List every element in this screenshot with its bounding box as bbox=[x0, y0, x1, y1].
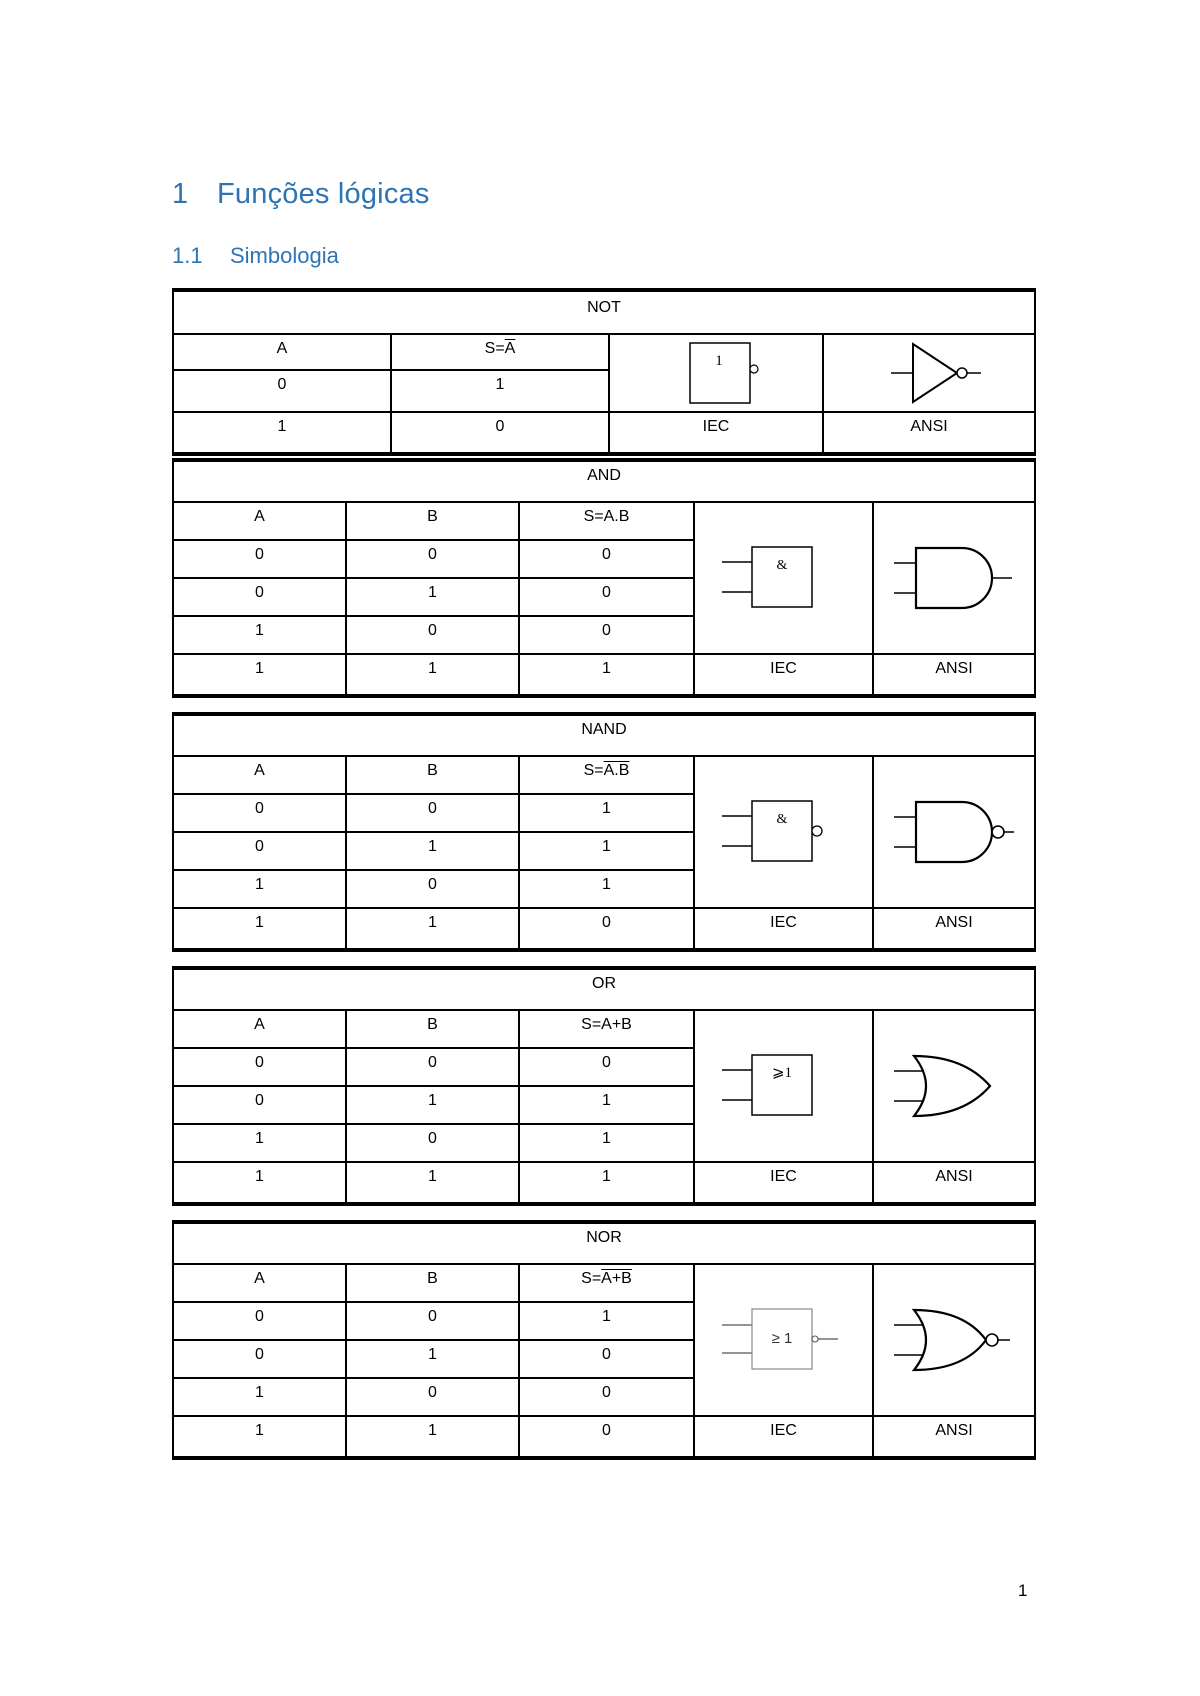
nand-iec-gate-icon bbox=[696, 757, 872, 907]
not-table bbox=[172, 288, 1036, 456]
or-iec-label: IEC bbox=[694, 1162, 873, 1204]
nor-row-4-a: 1 bbox=[173, 1416, 346, 1458]
and-iec-gate-icon bbox=[696, 503, 872, 653]
and-row-4-b: 1 bbox=[346, 654, 519, 696]
heading-1-title: Funções lógicas bbox=[217, 178, 430, 210]
and-row-3-b: 0 bbox=[346, 616, 519, 654]
nor-row-1-s: 1 bbox=[519, 1302, 694, 1340]
not-ansi-symbol bbox=[823, 334, 1035, 412]
nand-ansi-label: ANSI bbox=[873, 908, 1035, 950]
nor-header-b: B bbox=[346, 1264, 519, 1302]
nor-header-s-prefix: S= bbox=[581, 1270, 602, 1287]
or-row-2-a: 0 bbox=[173, 1086, 346, 1124]
not-row-1-a: 0 bbox=[173, 370, 391, 412]
nand-header-b: B bbox=[346, 756, 519, 794]
page-number: 1 bbox=[1018, 1581, 1028, 1600]
nand-ansi-gate-icon bbox=[874, 757, 1034, 907]
nor-header-s-expr: A+B bbox=[601, 1270, 632, 1287]
nand-row-2-a: 0 bbox=[173, 832, 346, 870]
or-ansi-symbol bbox=[873, 1010, 1035, 1162]
and-iec-text: & bbox=[776, 558, 787, 573]
nand-iec-label: IEC bbox=[694, 908, 873, 950]
or-row-4-b: 1 bbox=[346, 1162, 519, 1204]
nor-row-1-a: 0 bbox=[173, 1302, 346, 1340]
and-table bbox=[172, 458, 1036, 698]
or-row-4-a: 1 bbox=[173, 1162, 346, 1204]
nor-header-s bbox=[519, 1264, 694, 1302]
nor-ansi-gate-icon bbox=[874, 1265, 1034, 1415]
heading-2 bbox=[172, 243, 339, 269]
not-row-2-s: 0 bbox=[391, 412, 609, 454]
or-iec-gate-icon bbox=[696, 1011, 872, 1161]
and-header-a: A bbox=[173, 502, 346, 540]
nand-header-s bbox=[519, 756, 694, 794]
not-header-s-expr: $\overline{A}$ bbox=[504, 340, 516, 357]
nor-iec-gate-icon bbox=[696, 1265, 872, 1415]
and-row-3-a: 1 bbox=[173, 616, 346, 654]
and-row-2-s: 0 bbox=[519, 578, 694, 616]
not-ansi-label: ANSI bbox=[823, 412, 1035, 454]
nand-header-s-expr: A.B bbox=[603, 762, 630, 779]
nand-row-2-b: 1 bbox=[346, 832, 519, 870]
nor-row-2-a: 0 bbox=[173, 1340, 346, 1378]
nand-row-1-b: 0 bbox=[346, 794, 519, 832]
not-iec-label: IEC bbox=[609, 412, 823, 454]
nand-row-2-s: 1 bbox=[519, 832, 694, 870]
nor-title: NOR bbox=[173, 1222, 1035, 1264]
or-row-3-b: 0 bbox=[346, 1124, 519, 1162]
or-row-1-a: 0 bbox=[173, 1048, 346, 1086]
and-header-s: S=A.B bbox=[519, 502, 694, 540]
and-iec-symbol bbox=[694, 502, 873, 654]
or-iec-symbol bbox=[694, 1010, 873, 1162]
heading-1-number: 1 bbox=[172, 178, 189, 210]
or-row-1-s: 0 bbox=[519, 1048, 694, 1086]
not-header-s bbox=[391, 334, 609, 370]
not-row-1-s: 1 bbox=[391, 370, 609, 412]
nand-table bbox=[172, 712, 1036, 952]
or-title: OR bbox=[173, 968, 1035, 1010]
not-row-2-a: 1 bbox=[173, 412, 391, 454]
heading-1 bbox=[172, 178, 430, 211]
nand-row-4-b: 1 bbox=[346, 908, 519, 950]
or-ansi-label: ANSI bbox=[873, 1162, 1035, 1204]
nand-row-3-a: 1 bbox=[173, 870, 346, 908]
and-row-3-s: 0 bbox=[519, 616, 694, 654]
not-title: NOT bbox=[173, 290, 1035, 334]
and-row-1-a: 0 bbox=[173, 540, 346, 578]
nor-header-a: A bbox=[173, 1264, 346, 1302]
nand-iec-text: & bbox=[776, 812, 787, 827]
or-row-4-s: 1 bbox=[519, 1162, 694, 1204]
and-row-2-a: 0 bbox=[173, 578, 346, 616]
not-iec-symbol bbox=[609, 334, 823, 412]
nand-row-4-s: 0 bbox=[519, 908, 694, 950]
nor-row-3-a: 1 bbox=[173, 1378, 346, 1416]
nor-row-2-s: 0 bbox=[519, 1340, 694, 1378]
not-header-a: A bbox=[173, 334, 391, 370]
nor-row-3-b: 0 bbox=[346, 1378, 519, 1416]
nand-row-1-s: 1 bbox=[519, 794, 694, 832]
or-table bbox=[172, 966, 1036, 1206]
and-ansi-symbol bbox=[873, 502, 1035, 654]
nand-row-3-s: 1 bbox=[519, 870, 694, 908]
and-header-b: B bbox=[346, 502, 519, 540]
and-ansi-gate-icon bbox=[874, 503, 1034, 653]
or-iec-text: ⩾1 bbox=[771, 1065, 792, 1081]
and-row-2-b: 1 bbox=[346, 578, 519, 616]
nor-ansi-label: ANSI bbox=[873, 1416, 1035, 1458]
or-row-3-s: 1 bbox=[519, 1124, 694, 1162]
nor-row-4-b: 1 bbox=[346, 1416, 519, 1458]
and-row-4-a: 1 bbox=[173, 654, 346, 696]
not-header-s-prefix: S= bbox=[484, 340, 505, 357]
nand-row-1-a: 0 bbox=[173, 794, 346, 832]
and-row-1-s: 0 bbox=[519, 540, 694, 578]
or-header-b: B bbox=[346, 1010, 519, 1048]
or-row-2-s: 1 bbox=[519, 1086, 694, 1124]
nor-ansi-symbol bbox=[873, 1264, 1035, 1416]
or-row-3-a: 1 bbox=[173, 1124, 346, 1162]
or-header-a: A bbox=[173, 1010, 346, 1048]
nand-row-3-b: 0 bbox=[346, 870, 519, 908]
and-title: AND bbox=[173, 460, 1035, 502]
and-row-4-s: 1 bbox=[519, 654, 694, 696]
or-header-s: S=A+B bbox=[519, 1010, 694, 1048]
nor-iec-symbol bbox=[694, 1264, 873, 1416]
nand-iec-symbol bbox=[694, 756, 873, 908]
and-iec-label: IEC bbox=[694, 654, 873, 696]
or-row-1-b: 0 bbox=[346, 1048, 519, 1086]
nand-title: NAND bbox=[173, 714, 1035, 756]
or-ansi-gate-icon bbox=[874, 1011, 1034, 1161]
and-row-1-b: 0 bbox=[346, 540, 519, 578]
nand-header-s-prefix: S= bbox=[583, 762, 604, 779]
heading-2-title: Simbologia bbox=[230, 243, 339, 268]
not-iec-gate-icon bbox=[616, 335, 816, 411]
nor-row-3-s: 0 bbox=[519, 1378, 694, 1416]
nor-row-1-b: 0 bbox=[346, 1302, 519, 1340]
or-row-2-b: 1 bbox=[346, 1086, 519, 1124]
heading-2-number: 1.1 bbox=[172, 243, 203, 268]
nor-iec-label: IEC bbox=[694, 1416, 873, 1458]
nor-row-2-b: 1 bbox=[346, 1340, 519, 1378]
nand-header-a: A bbox=[173, 756, 346, 794]
not-iec-text: 1 bbox=[715, 353, 723, 369]
not-ansi-gate-icon bbox=[829, 335, 1029, 411]
nor-row-4-s: 0 bbox=[519, 1416, 694, 1458]
and-ansi-label: ANSI bbox=[873, 654, 1035, 696]
nor-table bbox=[172, 1220, 1036, 1460]
nand-ansi-symbol bbox=[873, 756, 1035, 908]
nand-row-4-a: 1 bbox=[173, 908, 346, 950]
nor-iec-text: ≥ 1 bbox=[771, 1330, 792, 1347]
